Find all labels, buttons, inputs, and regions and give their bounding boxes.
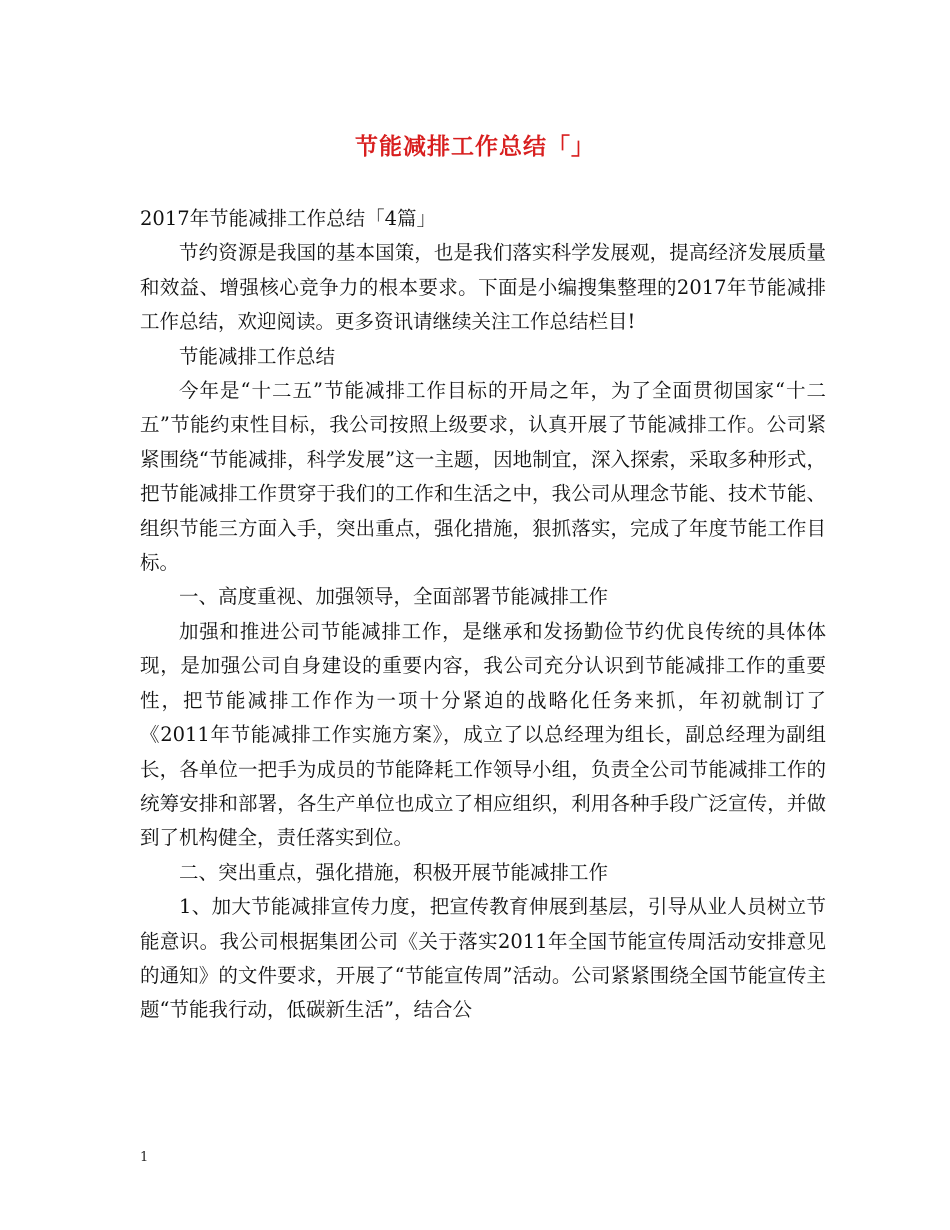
document-title: 节能减排工作总结「」 [355,133,595,160]
paragraph-section-heading: 节能减排工作总结 [179,344,336,368]
paragraph-part-one: 加强和推进公司节能减排工作，是继承和发扬勤俭节约优良传统的具体体现，是加强公司自身建设的重要内容，我公司充分认识到节能减排工作的重要性，把节能减排工作作为一项十分紧迫的战略化任务来抓，年初就制订了《2011年节能减排工作实施方案》，成立了以总经理为组长，副总经理为副组长，各单位一把手为成员的节能降耗工作领导小组，负责全公司节能减排工作的统筹安排和部署，各生产单位也成立了相应组织，利用各种手段广泛宣传，并做到了机构健全，责任落实到位。 [140,619,826,850]
heading-part-one: 一、高度重视、加强领导，全面部署节能减排工作 [179,585,609,609]
paragraph-part-two-item-1: 1、加大节能减排宣传力度，把宣传教育伸展到基层，引导从业人员树立节能意识。我公司根据集团公司《关于落实2011年全国节能宣传周活动安排意见的通知》的文件要求，开展了“节能宣传周”活动。公司紧紧围绕全国节能宣传主题“节能我行动，低碳新生活”，结合公 [140,895,826,1022]
paragraph-intro: 节约资源是我国的基本国策，也是我们落实科学发展观，提高经济发展质量和效益、增强核心竞争力的根本要求。下面是小编搜集整理的2017年节能减排工作总结，欢迎阅读。更多资讯请继续关注工作总结栏目! [140,241,826,334]
paragraph-overview: 今年是“十二五”节能减排工作目标的开局之年，为了全面贯彻国家“十二五”节能约束性目标，我公司按照上级要求，认真开展了节能减排工作。公司紧紧围绕“节能减排，科学发展”这一主题，因地制宜，深入探索，采取多种形式，把节能减排工作贯穿于我们的工作和生活之中，我公司从理念节能、技术节能、组织节能三方面入手，突出重点，强化措施，狠抓落实，完成了年度节能工作目标。 [140,379,826,575]
heading-part-two: 二、突出重点，强化措施，积极开展节能减排工作 [179,860,609,884]
document-body [140,202,826,1028]
page-number: 1 [140,1150,149,1165]
document-subtitle: 2017年节能减排工作总结「4篇」 [140,207,437,230]
